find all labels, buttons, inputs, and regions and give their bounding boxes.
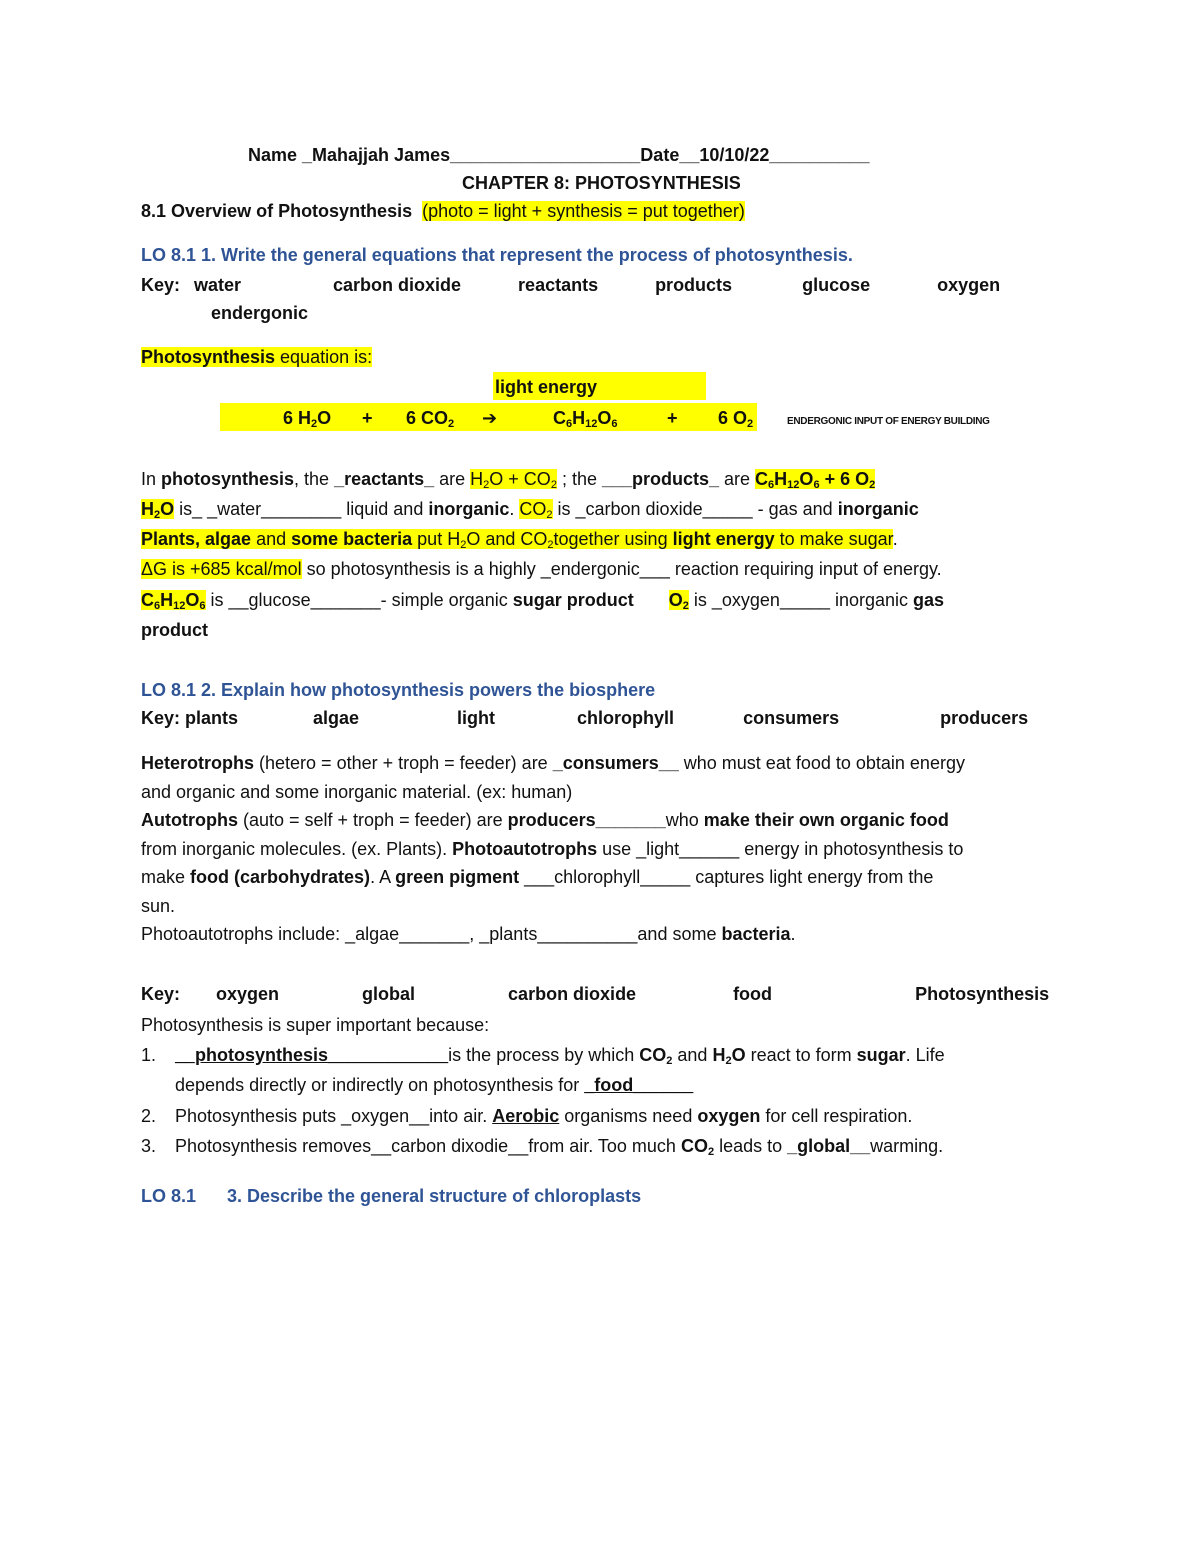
heterotrophs-cont: and organic and some inorganic material. (ex: human) [141,782,573,802]
key-term: products [655,275,733,295]
key-term: reactants [518,275,599,295]
key-term: algae [313,708,360,728]
key-term: chlorophyll [577,708,675,728]
key-label: Key: [141,275,181,295]
lo1-heading: LO 8.1 1. Write the general equations that represent the process of photosynthesis. [141,245,853,265]
equation-plus-1: + [362,408,373,428]
sun-line: sun. [141,896,176,916]
lo1-key-row [141,272,1000,298]
key-term: Photosynthesis [915,984,1050,1004]
equation-intro-rest: equation is: [275,347,373,367]
key-term: oxygen [937,275,1001,295]
key-term: food [733,984,773,1004]
equation-glucose: $C_6H_{12}O_6$ [553,408,618,430]
key-term: producers [940,708,1029,728]
key-label: Key: [141,984,181,1004]
key-label: Key: plants [141,708,239,728]
importance-item-1-cont: depends directly or indirectly on photosynthesis for _food______ [175,1075,694,1095]
equation-intro [141,344,372,370]
green-pigment-line: make food (carbohydrates). A green pigment ___chlorophyll_____ captures light energy from the [141,867,934,887]
name-date-line: Name _Mahajjah James___________________Date__10/10/22__________ [248,145,870,165]
key-term: consumers [743,708,840,728]
photoautotrophs-line: from inorganic molecules. (ex. Plants). Photoautotrophs use _light______ energy in photosynthesis to [141,839,964,859]
heterotrophs-line: Heterotrophs (hetero = other + troph = feeder) are _consumers__ who must eat food to obtain energy [141,753,965,773]
key-term: global [362,984,416,1004]
key-term: carbon dioxide [333,275,462,295]
photoautotrophs-include-line: Photoautotrophs include: _algae_______, _plants__________and some bacteria. [141,924,796,944]
importance-item-3: 3. Photosynthesis removes__carbon dixodie__from air. Too much $CO_2$ leads to _global__warming. [141,1136,944,1158]
equation-o2: 6 $O_2$ [718,408,754,430]
key-term: glucose [802,275,871,295]
autotrophs-line: Autotrophs (auto = self + troph = feeder) are producers_______who make their own organic food [141,810,949,830]
key-term: light [457,708,496,728]
equation-plus-2: + [667,408,678,428]
equation-intro-bold: Photosynthesis [141,347,276,367]
lo2-heading: LO 8.1 2. Explain how photosynthesis powers the biosphere [141,680,656,700]
importance-item-1: 1. __photosynthesis____________is the process by which $CO_2$ and $H_2O$ react to form sugar. Life [141,1045,945,1067]
h2o-co2-line: $H_2O$ is_ _water________ liquid and inorganic. $CO_2$ is _carbon dioxide_____ - gas and inorganic [141,499,919,521]
lo2-key-row [141,705,1028,731]
importance-item-2: 2. Photosynthesis puts _oxygen__into air. Aerobic organisms need oxygen for cell respiration. [141,1106,913,1126]
plants-algae-line: Plants, algae and some bacteria put $H_2O$ and $CO_2together$ using light energy to make sugar. [141,529,898,551]
overview-line [141,198,745,224]
chapter-title: CHAPTER 8: PHOTOSYNTHESIS [462,173,741,193]
key-term: oxygen [216,984,280,1004]
key-term-endergonic: endergonic [211,303,309,323]
reactants-products-line: In photosynthesis, the _reactants_ are $H_2O + CO_2$ ; the ___products_ are $C_6H_{12}O_6 + 6$ $O_2$ [141,469,876,491]
lo3-heading: LO 8.1 3. Describe the general structure of chloroplasts [141,1186,642,1206]
light-energy-label: light energy [495,377,598,397]
delta-g-line: ΔG is +685 kcal/mol so photosynthesis is a highly _endergonic___ reaction requiring input of energy. [141,559,942,579]
equation-arrow: ➔ [482,408,498,428]
glucose-oxygen-line: $C_6H_{12}O_6$ is __glucose_______- simple organic sugar product $O_2$ is _oxygen_____ inorganic gas [141,590,945,612]
importance-intro: Photosynthesis is super important because: [141,1015,490,1035]
key-term: carbon dioxide [508,984,637,1004]
equation-co2: 6 $CO_2$ [406,408,455,430]
key-term: water [194,275,242,295]
overview-label: 8.1 Overview of Photosynthesis [141,201,413,221]
product-line: product [141,620,208,640]
importance-key-row [141,981,1049,1007]
equation-h2o: 6 $H_2O$ [283,408,332,430]
equation-note: ENDERGONIC INPUT OF ENERGY BUILDING [787,416,990,427]
overview-note: (photo = light + synthesis = put together) [422,201,745,221]
